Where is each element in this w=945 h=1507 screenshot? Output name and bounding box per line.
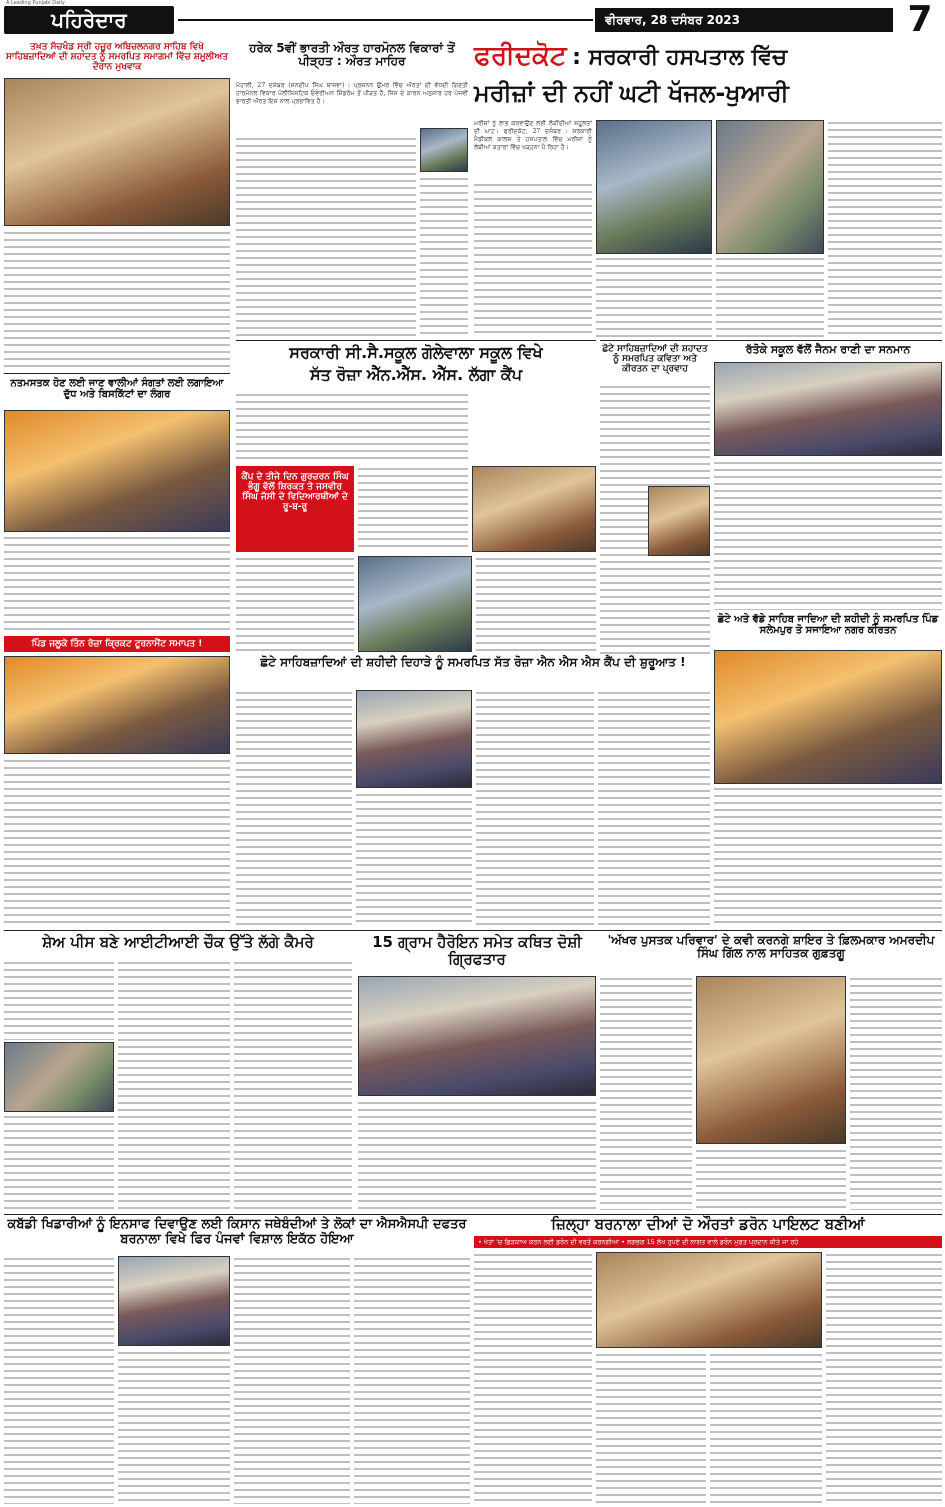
hormone-body: ਮੋਹਾਲੀ, 27 ਦਸੰਬਰ (ਸਨਦੀਪ ਸਿੰਘ ਬਾਜਵਾ) : ਪ੍ਰਜਨਨ ਉਮਰ ਵਿੱਚ ਔਰਤਾਂ ਦੀ ਵੱਧਦੀ ਗਿਣਤੀ ਹਾਰਮੋਨਲ ਵਿਕਾਰ ਪੋਲੀਸਿਸਟਿਕ ਓਵੇਰੀਅਨ ਸਿੰਡਰੋਮ ਤੋਂ ਪੀੜਤ ਹੈ, ਜਿਸ ਦੇ ਕਾਰਨ ਅਨੁਸਾਰ ਹਰ ਪੰਜਵੀਂ ਭਾਰਤੀ ਔਰਤ ਇਸ ਨਾਲ ਪ੍ਰਭਾਵਿਤ ਹੈ। bbox=[236, 82, 468, 105]
heroin-photo bbox=[358, 976, 596, 1096]
hormone-headline: ਹਰੇਕ 5ਵੀਂ ਭਾਰਤੀ ਔਰਤ ਹਾਰਮੋਨਲ ਵਿਕਾਰਾਂ ਤੋਂ ਪੀੜ੍ਹਤ : ਔਰਤ ਮਾਹਿਰ bbox=[249, 41, 455, 69]
faridkot-headline-red: ਫਰੀਦਕੋਟ bbox=[474, 41, 567, 71]
drone-body-4 bbox=[826, 1252, 942, 1504]
masthead-logo: ਪਹਿਰੇਦਾਰ bbox=[4, 6, 174, 34]
kabaddi-headline: ਕਬੱਡੀ ਖਿਡਾਰੀਆਂ ਨੂੰ ਇਨਸਾਫ ਦਿਵਾਉਣ ਲਈ ਕਿਸਾਨ ਜਥੇਬੰਦੀਆਂ ਤੇ ਲੋਕਾਂ ਦਾ ਐਸਐਸਪੀ ਦਫਤਰ ਬਰਨਾਲਾ ਵਿਖੇ ਫਿਰ ਪੰਜਵਾਂ ਵਿਸ਼ਾਲ ਇਕੱਠ ਹੋਇਆ bbox=[7, 1217, 467, 1247]
kabaddi-photo bbox=[118, 1256, 230, 1346]
cricket-body bbox=[4, 758, 230, 926]
faridkot-body-2 bbox=[474, 182, 592, 338]
school-camp-headline-line2: ਸੱਤ ਰੋਜ਼ਾ ਐੱਨ.ਐੱਸ. ਐੱਸ. ਲੱਗਾ ਕੈਂਪ bbox=[309, 365, 523, 384]
akhar-body-1 bbox=[600, 976, 692, 1210]
sangrur-photo-1 bbox=[356, 690, 472, 788]
faridkot-body: ਮਰੀਜ਼ਾਂ ਨੂੰ ਲਾਭ ਕਰਵਾਉਣ ਲਈ ਲੋੜੀਂਦੀਆਂ ਸਹੂਲਤਾਂ ਦੀ ਘਾਟ। ਫਰੀਦਕੋਟ, 27 ਦਸੰਬਰ : ਸਰਕਾਰੀ ਮੈਡੀਕਲ ਕਾਲਜ ਤੇ ਹਸਪਤਾਲ ਵਿੱਚ ਮਰੀਜ਼ਾਂ ਨੂੰ ਲੰਬੀਆਂ ਕਤਾਰਾਂ ਵਿੱਚ ਖੜ੍ਹਨਾ ਪੈ ਰਿਹਾ ਹੈ। bbox=[474, 120, 592, 151]
drone-body-2 bbox=[596, 1352, 706, 1504]
heroin-body bbox=[358, 1100, 596, 1210]
cameras-body-1 bbox=[4, 960, 114, 1040]
akhar-photo-grid bbox=[696, 976, 846, 1144]
drone-photo bbox=[596, 1252, 822, 1348]
cameras-body-3 bbox=[234, 960, 352, 1210]
masthead bbox=[0, 0, 945, 40]
nagar-kirtan-photo bbox=[714, 650, 942, 784]
kabaddi-body-3 bbox=[234, 1256, 350, 1504]
rattoke-headline: ਰੱਤੋਕੇ ਸਕੂਲ ਵੱਲੋਂ ਜੈਨਮ ਰਾਣੀ ਦਾ ਸਨਮਾਨ bbox=[745, 343, 911, 356]
sangrur-body-3 bbox=[476, 690, 594, 926]
cameras-photo bbox=[4, 1042, 114, 1112]
faridkot-photo-1 bbox=[596, 120, 712, 254]
faridkot-photo-2 bbox=[716, 120, 824, 254]
masthead-rule bbox=[178, 19, 593, 21]
faridkot-body-3 bbox=[596, 256, 712, 338]
rattoke-body bbox=[714, 460, 942, 610]
hormone-portrait bbox=[420, 128, 468, 172]
school-camp-body-4 bbox=[476, 556, 596, 652]
kabaddi-body-1 bbox=[4, 1256, 114, 1504]
akhar-body-3 bbox=[696, 1148, 846, 1210]
school-camp-body bbox=[236, 392, 468, 462]
cricket-photo bbox=[4, 656, 230, 754]
divider bbox=[4, 373, 230, 374]
takhat-headline: ਤਖ਼ਤ ਸੱਚਖੰਡ ਸ੍ਰੀ ਹਜ਼ੂਰ ਅਬਿਚਲਨਗਰ ਸਾਹਿਬ ਵਿਖੇ ਸਾਹਿਬਜ਼ਾਦਿਆਂ ਦੀ ਸ਼ਹਾਦਤ ਨੂੰ ਸਮਰਪਿਤ ਸਮਾਗਮਾਂ ਵਿੱਚ ਸ਼ਮੂਲੀਅਤ ਦੌਰਾਨ ਮੁਖਵਾਕ bbox=[6, 42, 228, 73]
heroin-headline: 15 ਗ੍ਰਾਮ ਹੈਰੋਇਨ ਸਮੇਤ ਕਥਿਤ ਦੋਸ਼ੀ ਗ੍ਰਿਫਤਾਰ bbox=[372, 933, 582, 968]
hormone-body-col bbox=[420, 176, 468, 336]
school-camp-body-2 bbox=[358, 466, 468, 552]
divider bbox=[4, 930, 942, 931]
drone-body-3 bbox=[710, 1352, 822, 1504]
poetry-headline: ਛੋਟੇ ਸਾਹਿਬਜ਼ਾਦਿਆਂ ਦੀ ਸ਼ਹਾਦਤ ਨੂੰ ਸਮਰਪਿਤ ਕਵਿਤਾ ਅਤੇ ਕੀਰਤਨ ਦਾ ਪ੍ਰਵਾਹ bbox=[602, 344, 708, 375]
cameras-body-2 bbox=[118, 960, 230, 1210]
drone-body-1 bbox=[474, 1252, 592, 1504]
school-camp-body-3 bbox=[236, 556, 354, 652]
langar-photo bbox=[4, 410, 230, 532]
sangrur-headline: ਛੋਟੇ ਸਾਹਿਬਜ਼ਾਦਿਆਂ ਦੀ ਸ਼ਹੀਦੀ ਦਿਹਾੜੇ ਨੂੰ ਸਮਰਪਿਤ ਸੱਤ ਰੋਜ਼ਾ ਐਨ ਐਸ ਐਸ ਕੈਂਪ ਦੀ ਸ਼ੁਰੂਆਤ ! bbox=[260, 655, 686, 669]
faridkot-headline-text1: : ਸਰਕਾਰੀ ਹਸਪਤਾਲ ਵਿੱਚ bbox=[572, 45, 788, 70]
divider bbox=[236, 340, 596, 341]
faridkot-body-4 bbox=[716, 256, 824, 338]
divider bbox=[600, 340, 942, 341]
school-camp-photo bbox=[472, 466, 596, 552]
sangrur-body-1 bbox=[236, 690, 352, 926]
rattoke-photo bbox=[714, 362, 942, 456]
langar-body bbox=[4, 535, 230, 633]
akhar-body-2 bbox=[850, 976, 942, 1210]
faridkot-headline bbox=[474, 42, 942, 116]
takhat-photo bbox=[4, 78, 230, 226]
masthead-tagline: A Leading Punjabi Daily bbox=[6, 0, 65, 6]
cricket-caption: ਪਿੰਡ ਜਲੂਕੇ ਤਿੰਨ ਰੋਜ਼ਾ ਕ੍ਰਿਕਟ ਟੂਰਨਾਮੈਂਟ ਸਮਾਪਤ ! bbox=[4, 636, 230, 652]
masthead-date: ਵੀਰਵਾਰ, 28 ਦਸੰਬਰ 2023 bbox=[595, 8, 893, 32]
drone-headline: ਜ਼ਿਲ੍ਹਾ ਬਰਨਾਲਾ ਦੀਆਂ ਦੋ ਔਰਤਾਂ ਡਰੋਨ ਪਾਇਲਟ ਬਣੀਆਂ bbox=[551, 1215, 865, 1233]
sangrur-body-4 bbox=[598, 690, 710, 926]
cameras-body-4 bbox=[4, 1114, 114, 1210]
school-camp-photo-2 bbox=[358, 556, 472, 652]
nagar-kirtan-headline: ਛੋਟੇ ਅਤੇ ਵੱਡੇ ਸਾਹਿਬ ਜਾਦਿਆ ਦੀ ਸ਼ਹੀਦੀ ਨੂੰ ਸਮਰਪਿਤ ਪਿੰਡ ਸਲੇਮਪੁਰ ਤੋ ਸਜਾਇਆ ਨਗਰ ਕੀਰਤਨ bbox=[717, 614, 939, 637]
school-camp-headline-line1: ਸਰਕਾਰੀ ਸੀ.ਸੈ.ਸਕੂਲ ਗੋਲੇਵਾਲਾ ਸਕੂਲ ਵਿਖੇ bbox=[289, 343, 543, 362]
akhar-headline: 'ਅੱਖਰ ਪੁਸਤਕ ਪਰਿਵਾਰ' ਦੇ ਕਵੀ ਕਰਨਗੇ ਸ਼ਾਇਰ ਤੇ ਫ਼ਿਲਮਕਾਰ ਅਮਰਦੀਪ ਸਿੰਘ ਗਿੱਲ ਨਾਲ ਸਾਹਿਤਕ ਗੁਫ਼ਤਗੂ bbox=[607, 933, 935, 961]
sangrur-body-2 bbox=[356, 792, 472, 926]
takhat-body bbox=[4, 230, 230, 370]
nagar-kirtan-body bbox=[714, 786, 942, 926]
cameras-headline: ਸ਼ੇਅ ਪੀਸ ਬਣੇ ਆਈਟੀਆਈ ਚੌਕ ਉੱਤੇ ਲੱਗੇ ਕੈਮਰੇ bbox=[42, 933, 314, 951]
langar-headline: ਨਤਮਸਤਕ ਹੋਣ ਲਈ ਜਾਣ ਵਾਲੀਆਂ ਸੰਗਤਾਂ ਲਈ ਲਗਾਇਆ ਦੁੱਧ ਅਤੇ ਬਿਸਕਿੱਟਾਂ ਦਾ ਲੰਗਰ bbox=[10, 378, 224, 401]
faridkot-headline-line2: ਮਰੀਜ਼ਾਂ ਦੀ ਨਹੀਂ ਘਟੀ ਖੱਜਲ-ਖੁਆਰੀ bbox=[474, 79, 789, 107]
faridkot-headline-line1 bbox=[474, 42, 942, 78]
page-number: 7 bbox=[907, 0, 933, 40]
faridkot-body-5 bbox=[828, 120, 942, 338]
kabaddi-body-4 bbox=[354, 1256, 470, 1504]
hormone-body-more bbox=[236, 136, 416, 336]
drone-ticker: • ਖੇਤਾਂ 'ਚ ਛਿੜਕਾਅ ਕਰਨ ਲਈ ਡਰੋਨ ਦੀ ਵਰਤੋਂ ਕਰਨਗੀਆਂ • ਲਗਭਗ 15 ਲੱਖ ਰੁਪਏ ਦੀ ਲਾਗਤ ਵਾਲੇ ਡਰੋਨ ਮੁਫ਼ਤ ਪ੍ਰਦਾਨ ਕੀਤੇ ਜਾ ਰਹੇ bbox=[474, 1236, 942, 1248]
school-camp-subhead: ਕੈਂਪ ਦੇ ਤੀਜੇ ਦਿਨ ਗੁਰਚਰਨ ਸਿੰਘ ਭੰਗੂ ਵੱਲੋਂ ਸ਼ਿਰਕਤ ਤੇ ਜਸਵੀਰ ਸਿੰਘ ਜੱਸੀ ਦੇ ਵਿਦਿਆਰਥੀਆਂ ਦੇ ਰੂ-ਬ-ਰੂ bbox=[236, 466, 354, 552]
kabaddi-body-2 bbox=[118, 1350, 230, 1504]
poetry-photo bbox=[648, 486, 710, 556]
